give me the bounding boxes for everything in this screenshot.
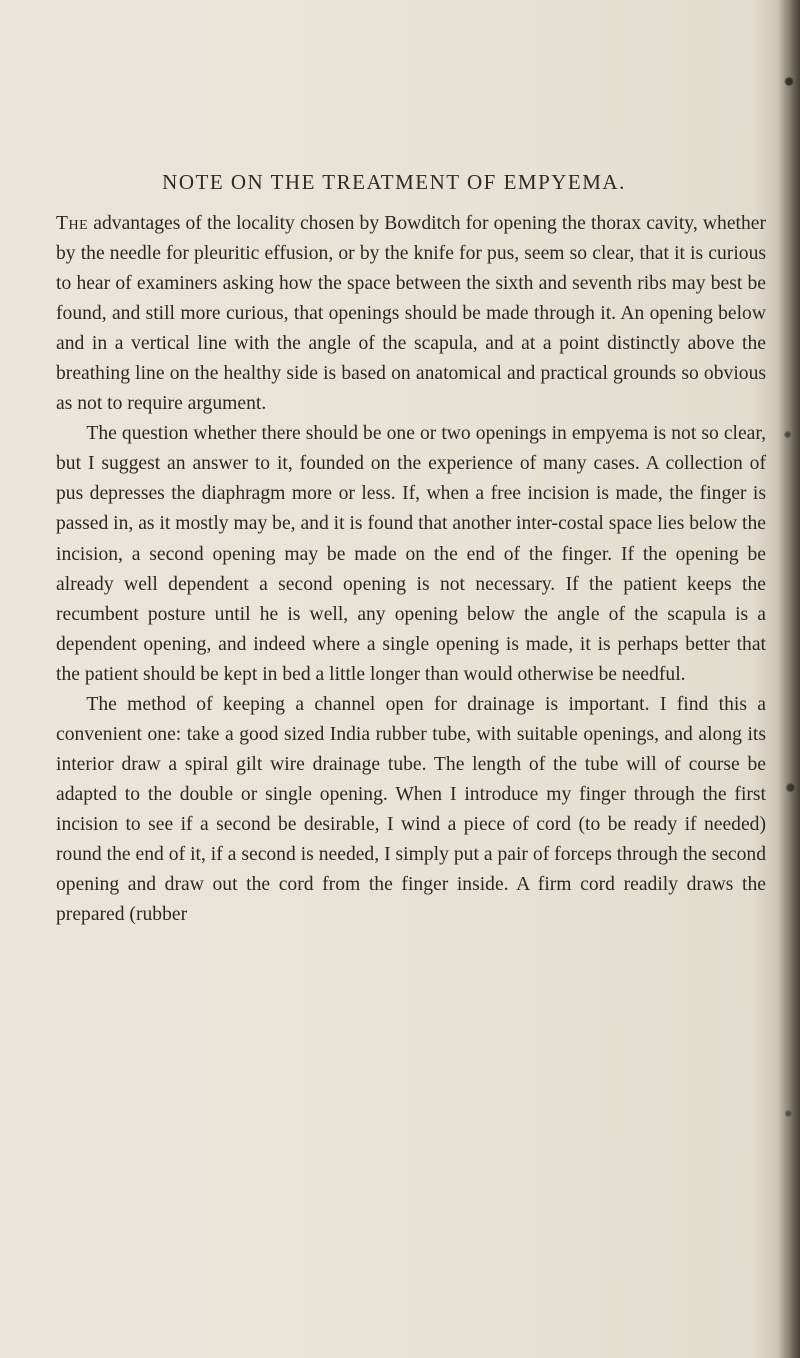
body-text bbox=[56, 209, 766, 930]
paragraph-2: The question whether there should be one or two openings in empyema is not so clear, but I suggest an answer to it, founded on the experience of many cases. A collection of pus depresses the diaphragm more or less. If, when a free incision is made, the finger is passed in, as it mostly may be, and it is found that another inter-costal space lies below the incision, a second opening may be made on the end of the finger. If the opening be already well dependent a second opening is not necessary. If the patient keeps the recumbent posture until he is well, any opening below the angle of the scapula is a dependent opening, and indeed where a single opening is made, it is perhaps better that the patient should be kept in bed a little longer than would otherwise be needful. bbox=[56, 423, 766, 685]
paragraph-1 bbox=[56, 209, 766, 419]
page-edge-stains bbox=[782, 0, 796, 1358]
paragraph-1-text: advantages of the locality chosen by Bowditch for opening the thorax cavity, whether by the needle for pleuritic effusion, or by the knife for pus, seem so clear, that it is curious to hear of examiners asking how the space between the sixth and seventh ribs may best be found, and still more curious, that openings should be made through it. An opening below and in a vertical line with the angle of the scapula, and at a point distinctly above the breathing line on the healthy side is based on anatomical and practical grounds so obvious as not to require argument. bbox=[56, 213, 766, 415]
paragraph-1-lead: The bbox=[56, 213, 89, 234]
page-heading: NOTE ON THE TREATMENT OF EMPYEMA. bbox=[162, 170, 626, 194]
paragraph-3: The method of keeping a channel open for drainage is important. I find this a convenient one: take a good sized India rubber tube, with suitable openings, and along its interior draw a spiral gilt wire drainage tube. The length of the tube will of course be adapted to the double or single opening. When I introduce my finger through the first incision to see if a second be desirable, I wind a piece of cord (to be ready if needed) round the end of it, if a second is needed, I simply put a pair of forceps through the second opening and draw out the cord from the finger inside. A firm cord readily draws the prepared (rubber bbox=[56, 693, 766, 926]
